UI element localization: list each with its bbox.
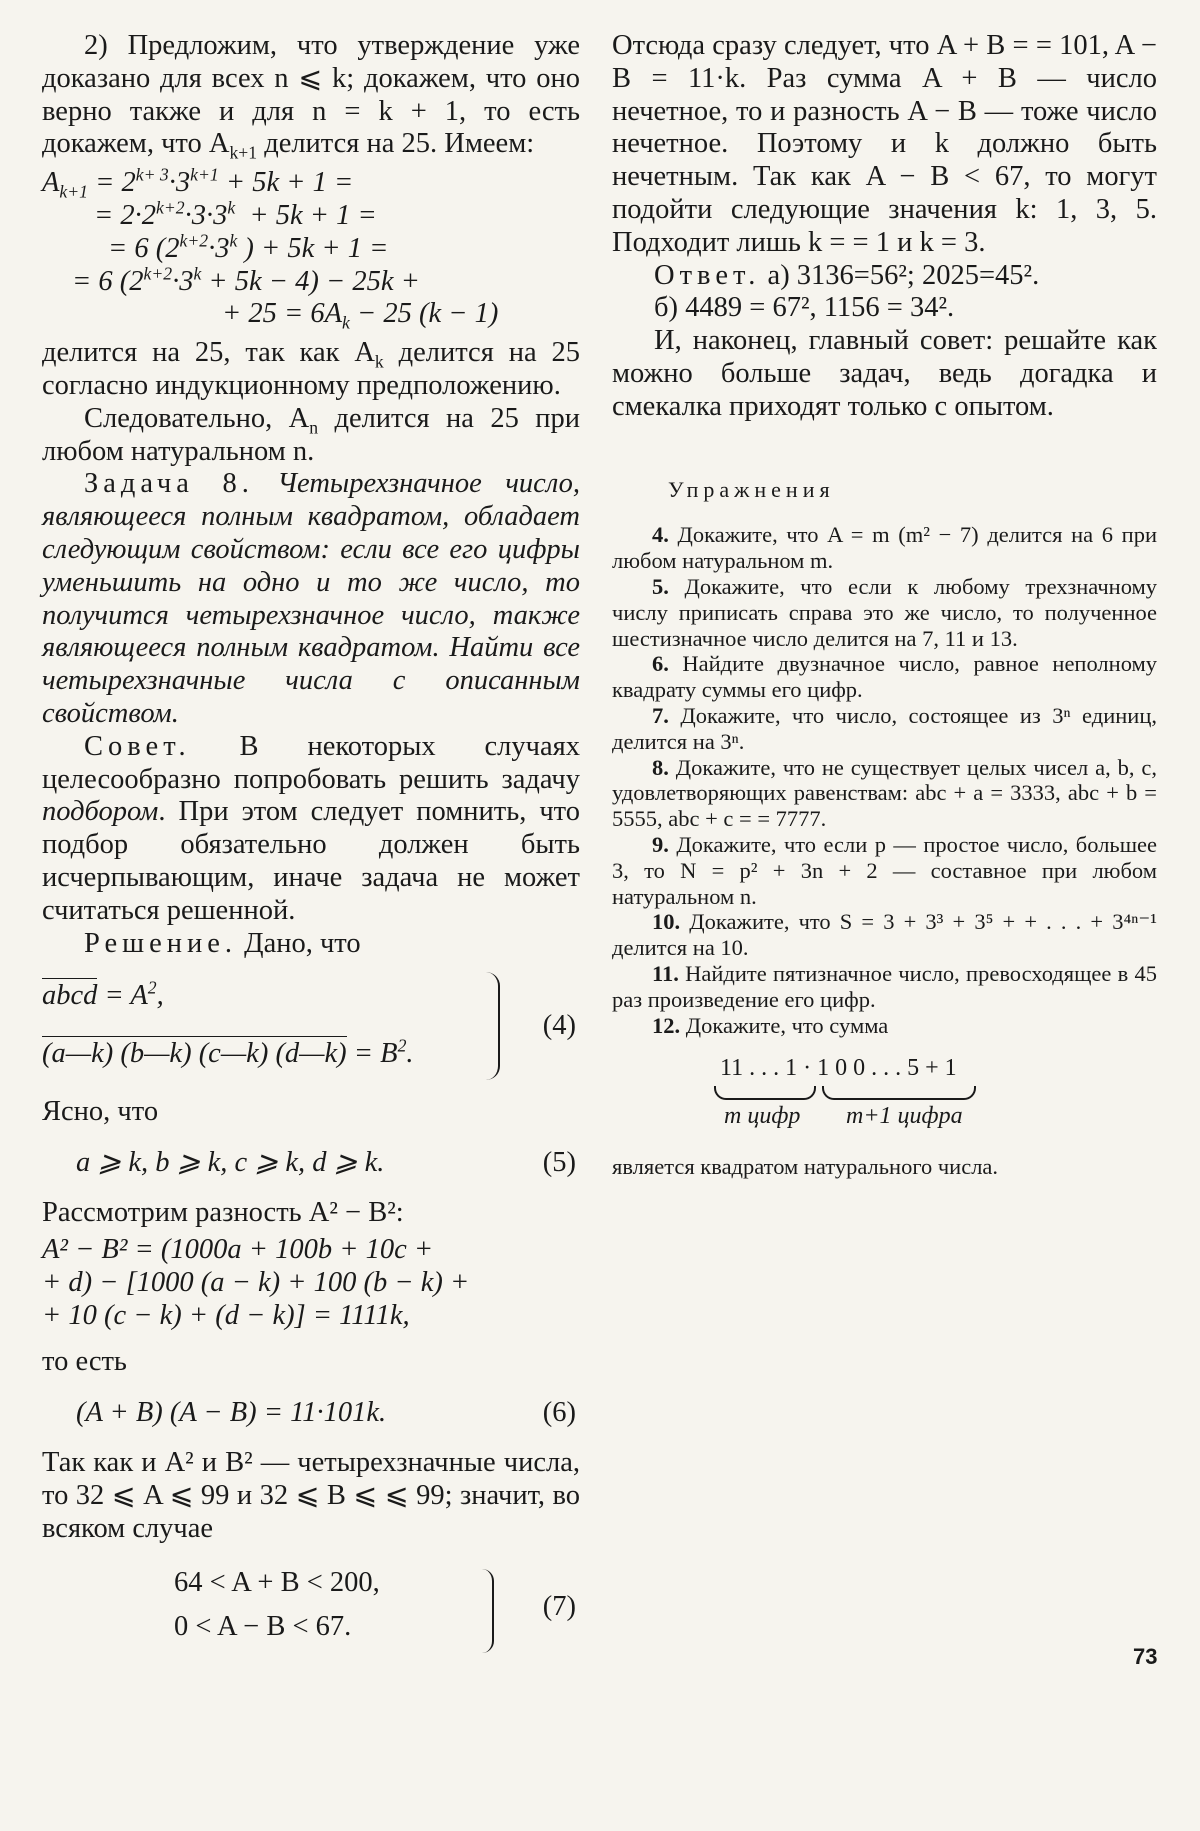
diff-line-1: A² − B² = (1000a + 100b + 10c +: [42, 1233, 434, 1265]
exercise-item: 9. Докажите, что если p — простое число, большее 3, то N = p² + 3n + 2 — составное при любом натуральном n.: [612, 831, 1157, 909]
task-label: Задача 8.: [84, 468, 254, 500]
induction-equation: [42, 164, 580, 334]
formula-12-main: 11 . . . 1 · 1 0 0 . . . 5 + 1: [720, 1055, 957, 1082]
since-paragraph: Так как и A² и B² — четырехзначные числа, то 32 ⩽ A ⩽ 99 и 32 ⩽ B ⩽ ⩽ 99; значит, во всяком случае: [42, 1447, 580, 1544]
eq-line-5: + $25 = 6A_k - 25$ (k − 1): [222, 298, 499, 334]
exercises-heading: Упражнения: [668, 476, 835, 502]
final-advice: И, наконец, главный совет: решайте как можно больше задач, ведь догадка и смекалка приходят только с опытом.: [612, 325, 1157, 422]
eq-line-2: = $2\cdot 2^{k+2}\cdot 3\cdot 3^k + 5k + 1$ =: [94, 197, 377, 231]
exercise-item: 11. Найдите пятизначное число, превосходящее в 45 раз произведение его цифр.: [612, 960, 1158, 1012]
system-4-row-2: (a—k) (b—k) (c—k) (d—k) = $B^2$.: [42, 1035, 414, 1070]
exercise-item: 7. Докажите, что число, состоящее из 3ⁿ единиц, делится на 3ⁿ.: [612, 702, 1157, 754]
exercise-item: 5. Докажите, что если к любому трехзначному числу приписать справа это же число, то полученное шестизначное число делится на 7, 11 и 13.: [612, 573, 1157, 651]
answer-b: б) 4489 = 67², 1156 = 34².: [654, 292, 955, 324]
equation-6: [42, 1393, 580, 1433]
diff-line-2: + d) − [1000 (a − k) + 100 (b − k) +: [42, 1266, 470, 1298]
exercise-item: 12. Докажите, что сумма: [652, 1012, 889, 1038]
solution-paragraph: Решение. Дано, что: [84, 927, 361, 959]
eq-number-4: (4): [542, 1010, 576, 1042]
induction-step-paragraph: 2) Предложим, что утверждение уже доказано для всех n ⩽ k; докажем, что оно верно также и для n = k + 1, то есть докажем, что $A_{k+1}$ делится на 25. Имеем:: [42, 30, 580, 164]
system-7-brace: [480, 1569, 494, 1653]
system-4-row-1: abcd = $A^2$,: [42, 977, 164, 1012]
answer-paragraph: [612, 260, 1157, 293]
clear-that: Ясно, что: [42, 1096, 159, 1128]
eq-line-3: = 6 ($2^{k+2}\cdot 3^k$ ) + 5k + 1 =: [108, 230, 389, 264]
page-number: 73: [1133, 1644, 1158, 1669]
underbrace-label-1: m цифр: [724, 1103, 801, 1130]
eq6-text: (A + B) (A − B) = 11·101k.: [76, 1397, 387, 1429]
left-column: [42, 30, 580, 1659]
equation-5: [42, 1143, 580, 1183]
answer-label: Ответ.: [654, 259, 761, 291]
difference-equation: [42, 1234, 580, 1332]
conclusion-text: Отсюда сразу следует, что A + B = = 101, A − B = 11·k. Раз сумма A + B — число нечетное, то и разность A − B — тоже число нечетное. Поэтому и k должно быть нечетным. Так как A − B < 67, то могут подойти следующие значения k: 1, 3, 5. Подходит лишь k = = 1 и k = 3.: [612, 30, 1157, 258]
underbrace-2: [822, 1086, 976, 1100]
system-4-brace: [484, 972, 500, 1080]
that-is: то есть: [42, 1346, 127, 1378]
exercise-item: 4. Докажите, что A = m (m² − 7) делится на 6 при любом натуральном m.: [612, 522, 1157, 574]
formula-12-after: является квадратом натурального числа.: [612, 1154, 999, 1180]
exercise-list: [612, 522, 1157, 1038]
task-text: Четырехзначное число, являющееся полным квадратом, обладает следующим свойством: если все его цифры уменьшить на одно и то же число, то получится четырехзначное число, также являющееся полным квадратом. Найти все четырехзначные числа с описанным свойством.: [42, 468, 580, 729]
exercise-12-formula: [612, 1052, 1157, 1144]
diff-line-3: + 10 (c − k) + (d − k)] = 1111k,: [42, 1299, 410, 1331]
conclusion-paragraph: Следовательно, $A_n$ делится на 25 при любом натуральном n.: [42, 402, 580, 467]
system-7-row-1: 64 < A + B < 200,: [174, 1567, 380, 1599]
right-column: [612, 30, 1157, 1180]
advice-paragraph: Совет. В некоторых случаях целесообразно попробовать решить задачу подбором. При этом следует помнить, что подбор обязательно должен быть исчерпывающим, иначе задача не может считаться решенной.: [42, 730, 580, 926]
solution-label: Решение.: [84, 927, 237, 959]
eq-number-5: (5): [542, 1147, 576, 1179]
eq-number-7: (7): [542, 1591, 576, 1623]
task-8-paragraph: [42, 468, 580, 730]
exercise-item: 6. Найдите двузначное число, равное неполному квадрату суммы его цифр.: [612, 651, 1157, 703]
eq5-text: a ⩾ k, b ⩾ k, c ⩾ k, d ⩾ k.: [76, 1147, 385, 1179]
system-4: [42, 972, 580, 1090]
eq-line-4: = 6 $(2^{k+2}\cdot 3^k + 5k - 4) - 25k$ +: [72, 263, 420, 297]
exercise-item: 10. Докажите, что S = 3 + 3³ + 3⁵ + + . . . + 3⁴ⁿ⁻¹ делится на 10.: [612, 909, 1157, 961]
underbrace-1: [714, 1086, 816, 1100]
eq-line-1: $A_{k+1} = 2^{k+ 3}\cdot 3^{k+1} + 5k + 1$ =: [42, 164, 354, 202]
eq-number-6: (6): [542, 1397, 576, 1429]
exercise-item: 8. Докажите, что не существует целых чисел a, b, c, удовлетворяющих равенствам: abc + a = 3333, abc + b = 5555, abc + c = = 7777.: [612, 754, 1157, 832]
consider-difference: Рассмотрим разность A² − B²:: [42, 1197, 404, 1229]
advice-label: Совет.: [84, 730, 191, 762]
underbrace-label-2: m+1 цифра: [846, 1103, 963, 1130]
system-7: [42, 1563, 580, 1659]
answer-a: а) 3136=56²; 2025=45².: [767, 259, 1040, 291]
divisibility-paragraph: делится на 25, так как $A_k$ делится на 25 согласно индукционному предположению.: [42, 337, 580, 401]
system-7-row-2: 0 < A − B < 67.: [174, 1611, 352, 1643]
